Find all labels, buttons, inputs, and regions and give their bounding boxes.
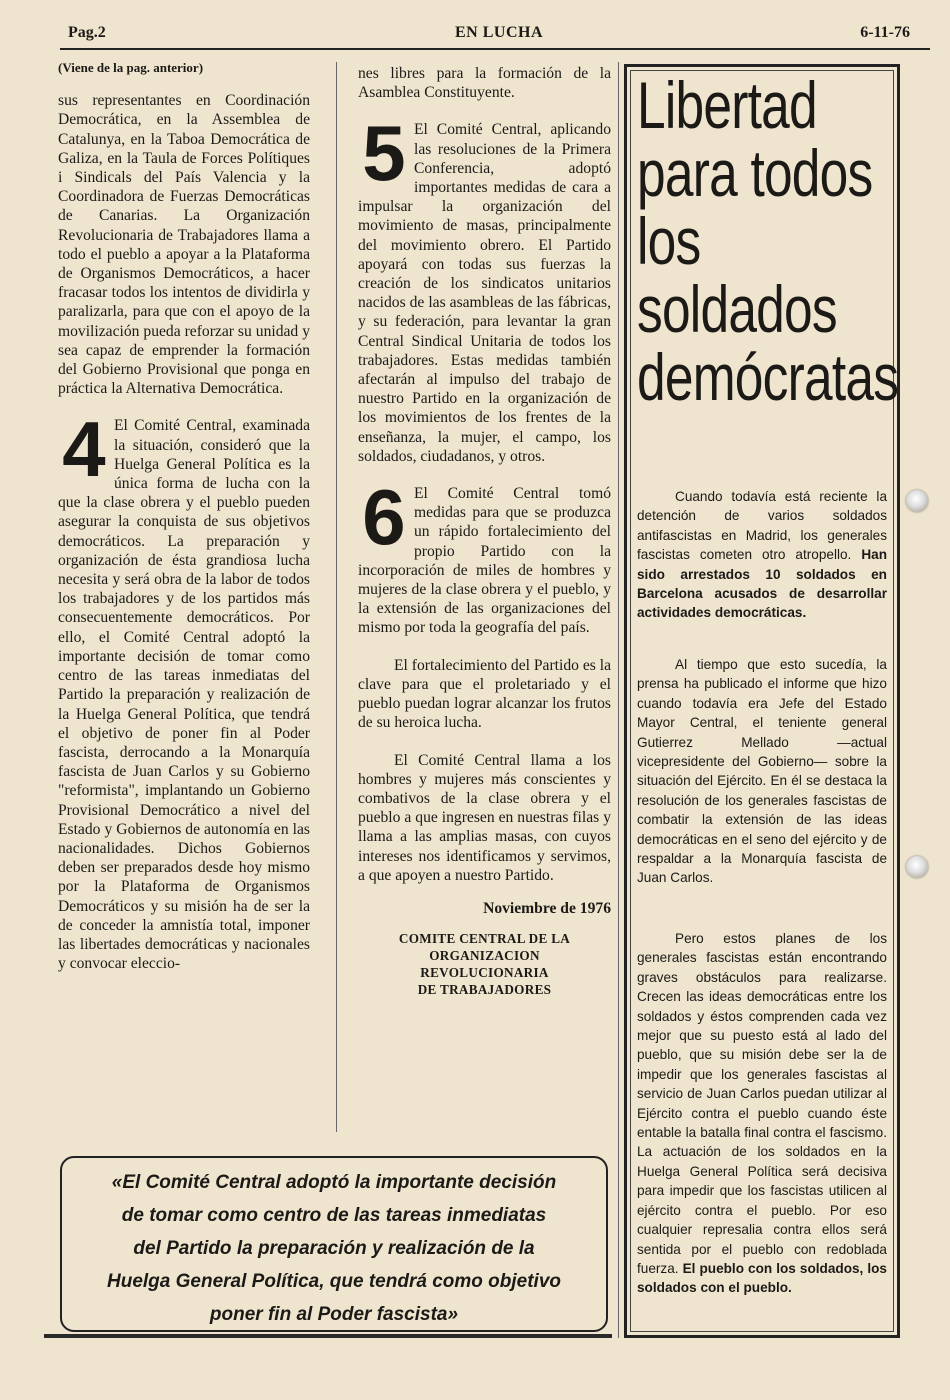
party-strength-paragraph: El fortalecimiento del Partido es la clave para que el proletariado y el pueblo puedan lograr alcanzar los frutos de su heroica lucha. xyxy=(358,656,611,732)
point-5-number: 5 xyxy=(362,109,406,198)
pull-quote xyxy=(78,1166,590,1331)
pull-quote-line: «El Comité Central adoptó la importante decisión xyxy=(111,1172,557,1193)
publication-title: EN LUCHA xyxy=(454,24,543,41)
binder-hole-bottom xyxy=(906,856,928,878)
continued-note: (Viene de la pag. anterior) xyxy=(58,60,204,75)
point-5-text: El Comité Central, aplicando las resoluciones de la Primera Conferencia, adoptó importantes medidas de cara a impulsar la organización del movimiento de masas, principalmente del movimiento obrero. El Partido apoyará con todas sus fuerzas la creación de los sindicatos unitarios nacidos de las asambleas de las fábricas, y su federación, para levantar la gran Central Sindical Unitaria de todos los trabajadores. Estas medidas también afectarán al impulso del trabajo de nuestro Partido en la organización de los movimientos de los frentes de la enseñanza, la mujer, el campo, los soldados, ciudadanos, y otros. xyxy=(358,121,611,465)
signature-date: Noviembre de 1976 xyxy=(483,899,611,917)
signer-line: DE TRABAJADORES xyxy=(417,982,552,998)
point-6-number: 6 xyxy=(362,473,406,562)
article-column-1 xyxy=(58,58,310,973)
point-4-number: 4 xyxy=(62,405,106,494)
bottom-rule xyxy=(44,1334,612,1338)
binder-hole-top xyxy=(906,490,928,512)
column-1-intro: sus representantes en Coordinación Democrática, en la Assemblea de Catalunya, en la Taboa Democrática de Galiza, en la Taula de Forces Polítiques i Sindicals del País Valencia y la Coordinadora de Fuerzas Democráticas de Canarias. La Organización Revolucionaria de Trabajadores llama a todo el pueblo a apoyar a la Plataforma de Organismos Democráticos, a hacer fracasar todos los intentos de dividirla y paralizarla, para que con el apoyo de la movilización pueda reforzar su unidad y sea capaz de emprender la formación del Gobierno Provisional que ponga en práctica la Alternativa Democrática. xyxy=(58,92,310,398)
headline-line: Libertad xyxy=(637,68,817,142)
soldiers-paragraph-1 xyxy=(637,487,887,623)
point-6-text: El Comité Central tomó medidas para que se produzca un rápido fortalecimiento del propio Partido con la incorporación de miles de hombres y mujeres de la clase obrera y el pueblo, y la extensión de las organizaciones del mismo por toda la geografía del país. xyxy=(358,485,611,637)
pull-quote-box xyxy=(60,1156,608,1332)
soldiers-paragraph-3 xyxy=(637,929,887,1298)
pull-quote-line: del Partido la preparación y realización de la xyxy=(133,1238,535,1259)
headline-line: los xyxy=(637,204,701,278)
point-5 xyxy=(358,109,611,466)
point-4-text: El Comité Central, examinada la situación, consideró que la Huelga General Política es la única forma de lucha con la que la clase obrera y el pueblo pueden asegurar la conquista de sus objetivos democráticos. La preparación y organización de ésta grandiosa lucha necesita y será obra de la labor de todos los trabajadores y de los partidos más consecuentemente democráticos. Por ello, el Comité Central adoptó la importante decisión de tomar como centro de las tareas inmediatas del Partido la preparación y realización de la Huelga General Política, que tendrá el objetivo de poner fin al Poder fascista, derrocando a la Monarquía fascista de Juan Carlos y su Gobierno "reformista", implantando un Gobierno Provisional Democrático a nivel del Estado y Gobiernos de autonomía en las nacionalidades. Dichos Gobiernos deben ser preparados desde hoy mismo por la Plataforma de Organismos Democráticos y su misión ha de ser la de conceder la amnistía total, imponer las libertades democráticas y nacionales y convocar eleccio- xyxy=(58,417,310,973)
signer-line: REVOLUCIONARIA xyxy=(420,965,549,981)
page-header xyxy=(68,24,930,46)
signer-line: COMITE CENTRAL DE LA xyxy=(398,931,571,947)
headline-line: demócratas xyxy=(637,340,899,414)
soldiers-p1-text: Cuando todavía está reciente la detención de varios soldados antifascistas en Madrid, los generales fascistas cometen otro atropello. xyxy=(637,489,887,563)
call-to-join-paragraph: El Comité Central llama a los hombres y mujeres más conscientes y combativos de la clase obrera y el pueblo a que ingresen en nuestras filas y llama a las amplias masas, con cuyos intereses nos identificamos y servimos, a que apoyen a nuestro Partido. xyxy=(358,751,611,884)
soldiers-p3-bold: El pueblo con los soldados, los soldados con el pueblo. xyxy=(637,1260,887,1296)
signer-line: ORGANIZACION xyxy=(429,948,540,964)
point-4 xyxy=(58,405,310,973)
header-rule xyxy=(60,48,930,50)
pull-quote-line: de tomar como centro de las tareas inmediatas xyxy=(121,1205,547,1226)
headline-line: para todos xyxy=(637,136,873,210)
column-divider-2 xyxy=(618,62,619,1338)
soldiers-p2-text: Al tiempo que esto sucedía, la prensa ha publicado el informe que hizo cuando todavía era Jefe del Estado Mayor Central, el teniente general Gutierrez Mellado —actual vicepresidente del Gobierno— sobre la situación del Ejército. En él se destaca la resolución de los generales fascistas de combatir la extensión de las ideas democráticas en el seno del ejército y de respaldar a la Monarquía fascista de Juan Carlos. xyxy=(637,657,887,886)
soldiers-headline xyxy=(637,68,899,414)
column-2-continuation: nes libres para la formación de la Asamblea Constituyente. xyxy=(358,65,611,102)
soldiers-p1-bold: Han sido arrestados 10 soldados en Barcelona acusados de desarrollar actividades democráticas. xyxy=(637,547,887,621)
article-column-2 xyxy=(358,64,611,998)
pull-quote-line: Huelga General Política, que tendrá como objetivo xyxy=(107,1271,561,1292)
issue-date: 6-11-76 xyxy=(860,24,910,41)
point-6 xyxy=(358,473,611,638)
column-divider-1 xyxy=(336,62,337,1132)
soldiers-paragraph-2 xyxy=(637,655,887,888)
signature-block xyxy=(358,930,611,998)
page-number: Pag.2 xyxy=(68,24,106,41)
soldiers-article-box xyxy=(624,64,900,1338)
headline-line: soldados xyxy=(637,272,837,346)
soldiers-p3-text: Pero estos planes de los generales fascistas están encontrando graves obstáculos para realizarse. Crecen las ideas democráticas entre los soldados y éstos comprenden cada vez mejor que su puesto está al lado del pueblo, que su misión debe ser la de impedir que los generales fascistas al servicio de Juan Carlos puedan utilizar al Ejército contra el pueblo cuando éste entable la batalla final contra el fascismo. La actuación de los soldados en la Huelga General Política será decisiva para impedir que los fascistas utilicen al ejército contra el pueblo. Por eso cualquier represalia contra ellos será sentida por el pueblo con redoblada fuerza. xyxy=(637,931,887,1276)
pull-quote-line: poner fin al Poder fascista» xyxy=(209,1304,459,1325)
